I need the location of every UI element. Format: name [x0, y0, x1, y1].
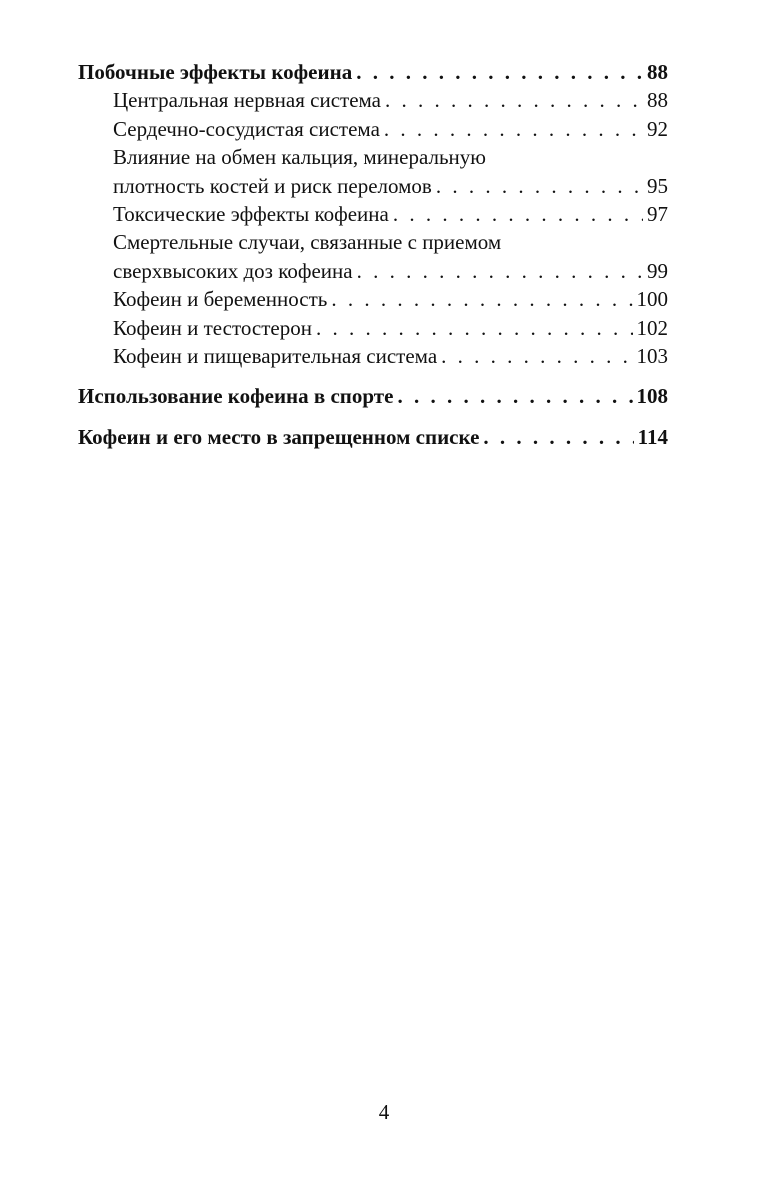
toc-entry-page: 95: [647, 173, 668, 198]
toc-entry-title: Кофеин и тестостерон: [113, 315, 312, 340]
toc-entry-title: Центральная нервная система: [113, 88, 381, 113]
toc-entry-prohibited-list[interactable]: [78, 423, 668, 451]
toc-entry-title: сверхвысоких доз кофеина: [113, 258, 353, 283]
toc-entry-title: Сердечно-сосудистая система: [113, 116, 380, 141]
toc-entry-digestive[interactable]: [78, 342, 668, 370]
toc-entry-fatal-cases[interactable]: [78, 257, 668, 285]
toc-entry-page: 88: [647, 60, 668, 84]
dot-leader: [316, 314, 633, 342]
dot-leader: [483, 423, 633, 451]
dot-leader: [397, 382, 632, 410]
toc-entry-page: 100: [636, 287, 668, 312]
toc-entry-page: 108: [636, 384, 668, 409]
toc-entry-toxic-effects[interactable]: [78, 200, 668, 228]
toc-entry-calcium[interactable]: [78, 172, 668, 200]
toc-entry-title: Кофеин и пищеварительная система: [113, 344, 438, 369]
dot-leader: [441, 342, 632, 370]
toc-entry-title: Кофеин и его место в запрещенном списке: [78, 424, 480, 449]
dot-leader: [357, 257, 643, 285]
toc-entry-page: 88: [647, 88, 668, 113]
toc-entry-side-effects[interactable]: [78, 58, 668, 86]
toc-entry-fatal-cases-line1: Смертельные случаи, связанные с приемом: [113, 230, 502, 255]
toc-entry-testosterone[interactable]: [78, 314, 668, 342]
toc-entry-page: 103: [636, 344, 668, 369]
toc-entry-title: плотность костей и риск переломов: [113, 173, 432, 198]
dot-leader: [385, 86, 643, 114]
page-number: 4: [378, 1100, 390, 1124]
toc-entry-cardiovascular[interactable]: [78, 115, 668, 143]
toc-entry-cns[interactable]: [78, 86, 668, 114]
dot-leader: [356, 58, 643, 86]
toc-entry-title: Токсические эффекты кофеина: [113, 202, 389, 227]
dot-leader: [436, 172, 643, 200]
toc-entry-page: 97: [647, 202, 668, 227]
dot-leader: [393, 200, 643, 228]
toc-entry-pregnancy[interactable]: [78, 285, 668, 313]
table-of-contents: [78, 58, 668, 451]
toc-entry-title: Кофеин и беременность: [113, 287, 328, 312]
toc-entry-calcium-line1: Влияние на обмен кальция, минеральную: [113, 145, 486, 170]
toc-entry-page: 114: [637, 424, 668, 449]
toc-entry-page: 92: [647, 116, 668, 141]
toc-entry-page: 99: [647, 258, 668, 283]
dot-leader: [331, 285, 632, 313]
dot-leader: [384, 115, 643, 143]
toc-entry-page: 102: [636, 315, 668, 340]
toc-entry-sport[interactable]: [78, 382, 668, 410]
toc-entry-title: Побочные эффекты кофеина: [78, 60, 353, 84]
toc-entry-title: Использование кофеина в спорте: [78, 384, 394, 409]
